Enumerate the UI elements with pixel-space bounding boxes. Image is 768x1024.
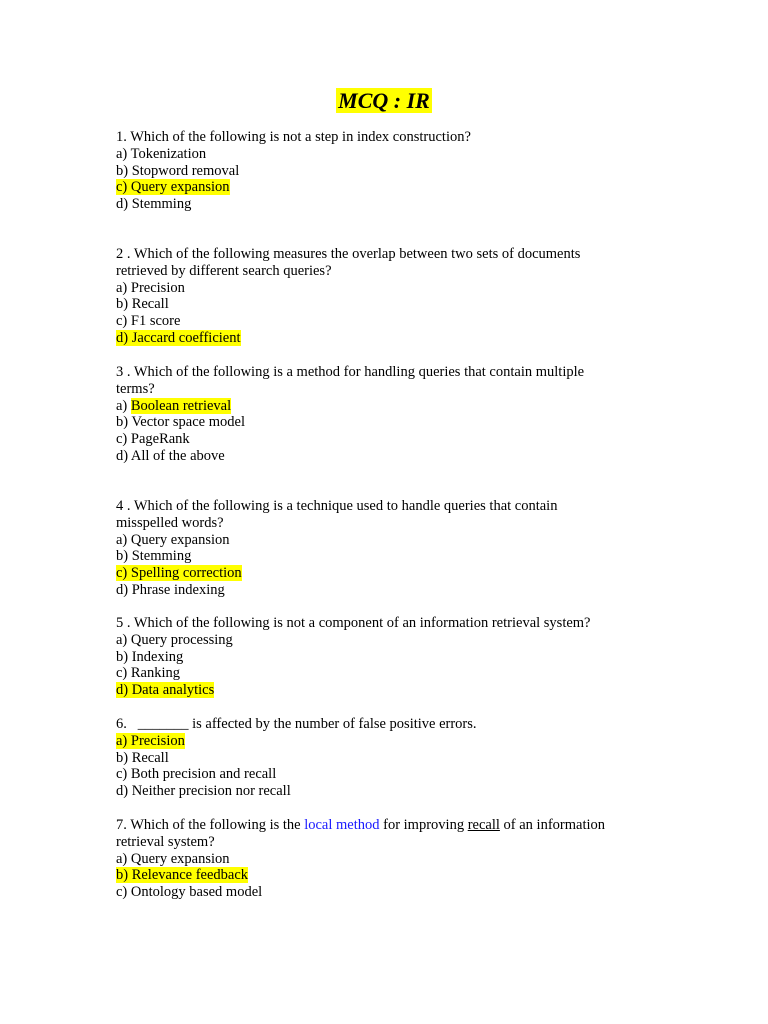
option-c: c) Ranking	[116, 665, 181, 682]
question-body: is affected by the number of false positive errors.	[188, 716, 477, 732]
question-number: 6.	[116, 716, 127, 732]
option-a-answer: Boolean retrieval	[130, 397, 232, 414]
question-text: 2 . Which of the following measures the overlap between two sets of documents	[116, 246, 581, 262]
question-7	[116, 817, 656, 901]
option-a-prefix: a)	[116, 397, 131, 414]
question-text-cont: terms?	[116, 380, 155, 397]
question-2	[116, 246, 656, 347]
option-a: a) Query expansion	[116, 850, 230, 867]
recall-term: recall	[467, 817, 500, 833]
question-text-cont: retrieval system?	[116, 833, 215, 850]
option-d: d) Neither precision nor recall	[116, 783, 291, 800]
question-text	[116, 716, 656, 733]
title-text: MCQ : IR	[338, 88, 430, 113]
option-b: b) Recall	[116, 296, 169, 313]
option-b: b) Indexing	[116, 648, 184, 665]
option-b: b) Stopword removal	[116, 162, 240, 179]
option-a: a) Precision	[116, 279, 185, 296]
option-b-answer: b) Relevance feedback	[116, 867, 249, 884]
option-a-line	[116, 398, 656, 415]
option-b: b) Recall	[116, 749, 169, 766]
question-text: 3 . Which of the following is a method for handling queries that contain multiple	[116, 364, 585, 380]
question-3	[116, 364, 656, 465]
question-text-part: 7. Which of the following is the	[116, 817, 305, 833]
option-c: c) Both precision and recall	[116, 766, 277, 783]
question-text: 4 . Which of the following is a technique used to handle queries that contain	[116, 498, 558, 514]
option-b: b) Stemming	[116, 548, 192, 565]
question-text-part: of an information	[499, 817, 606, 833]
option-c: c) Ontology based model	[116, 884, 263, 901]
option-a: a) Query processing	[116, 631, 233, 648]
option-d: d) Stemming	[116, 196, 192, 213]
option-c-answer: c) Spelling correction	[116, 565, 242, 582]
question-text-cont: misspelled words?	[116, 514, 224, 531]
local-method-term: local method	[304, 817, 380, 833]
option-d-answer: d) Jaccard coefficient	[116, 329, 241, 346]
option-a-answer: a) Precision	[116, 732, 185, 749]
question-text-cont: retrieved by different search queries?	[116, 262, 332, 279]
option-d: d) All of the above	[116, 447, 225, 464]
option-c-answer: c) Query expansion	[116, 179, 230, 196]
option-a: a) Tokenization	[116, 145, 207, 162]
question-text	[116, 817, 656, 834]
fill-in-blank: _______	[137, 716, 189, 732]
question-text-part: for improving	[379, 817, 468, 833]
option-a: a) Query expansion	[116, 531, 230, 548]
option-c: c) PageRank	[116, 431, 190, 448]
option-d-answer: d) Data analytics	[116, 682, 215, 699]
option-b: b) Vector space model	[116, 414, 245, 431]
option-c: c) F1 score	[116, 313, 181, 330]
page-title	[0, 88, 768, 114]
question-5	[116, 615, 656, 699]
option-d: d) Phrase indexing	[116, 581, 225, 598]
question-1	[116, 129, 656, 213]
question-4	[116, 498, 656, 599]
question-6	[116, 716, 656, 800]
question-text: 1. Which of the following is not a step in index construction?	[116, 129, 471, 145]
question-text: 5 . Which of the following is not a component of an information retrieval system?	[116, 615, 591, 631]
